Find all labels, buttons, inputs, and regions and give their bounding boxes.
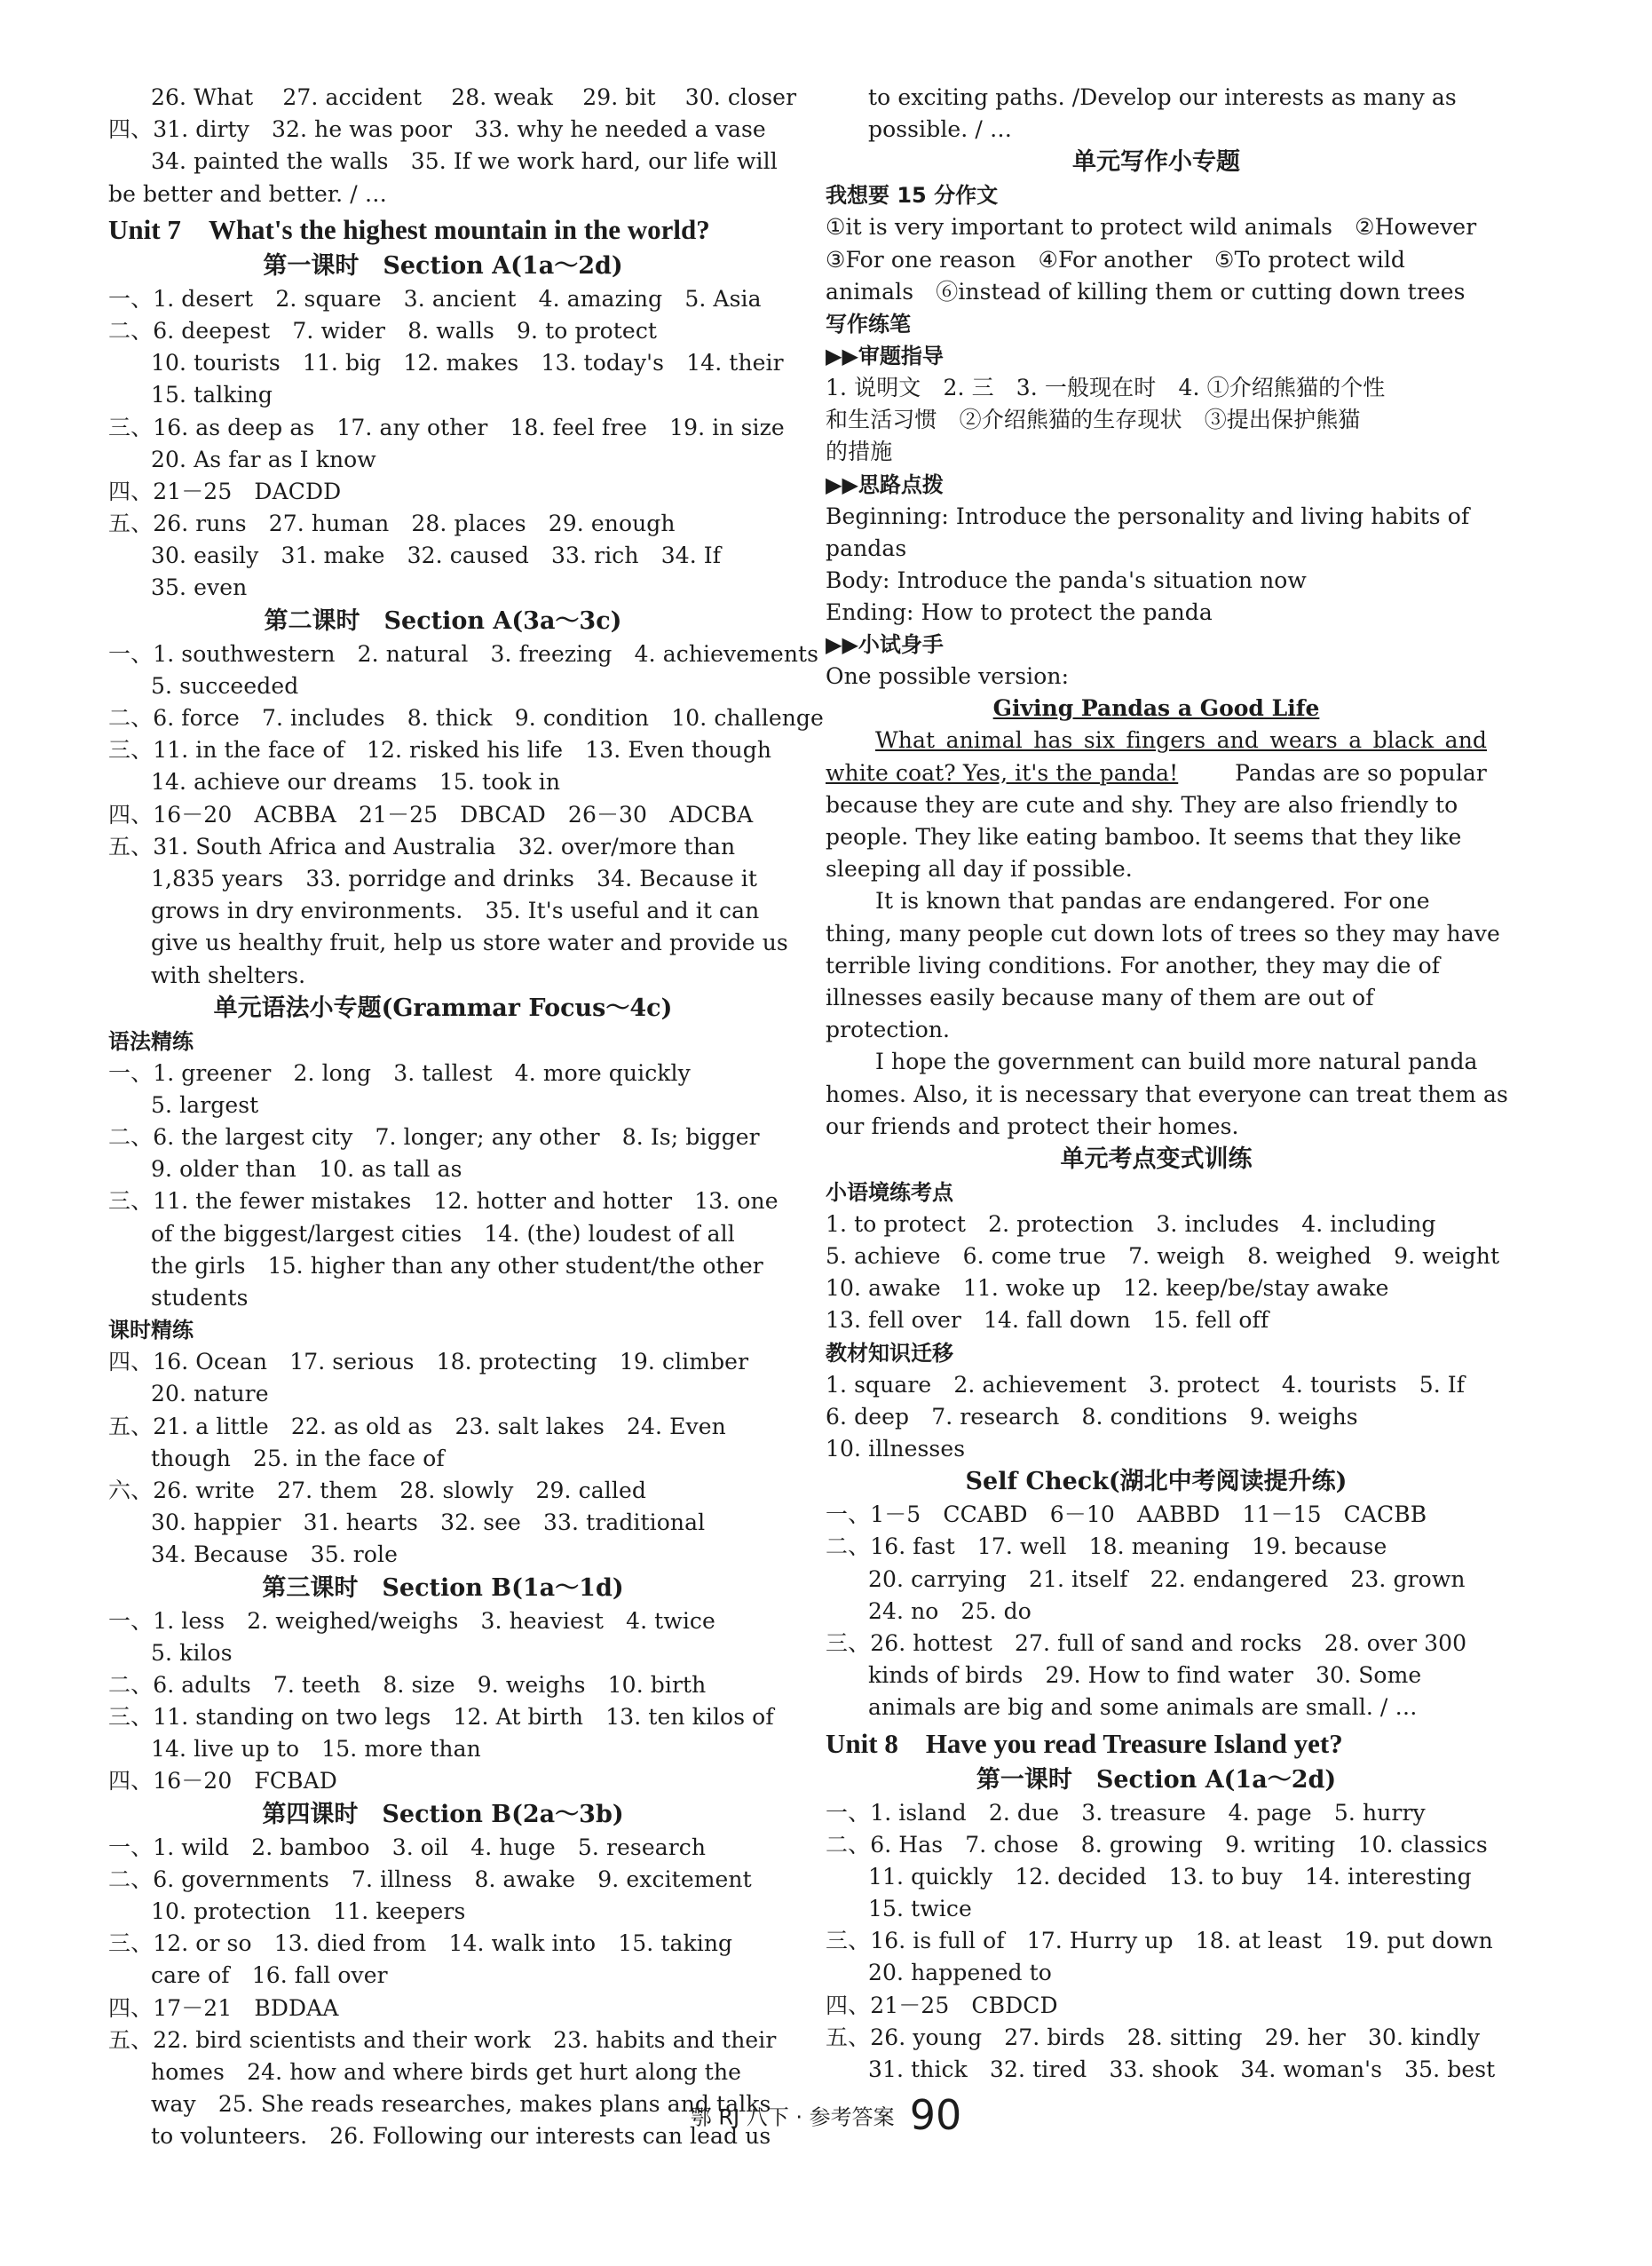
answer-line: 20. nature: [151, 1381, 269, 1407]
answer-line: 二、6. governments 7. illness 8. awake 9. excitement: [108, 1866, 752, 1892]
answer-line: 三、11. the fewer mistakes 12. hotter and hotter 13. one: [108, 1188, 779, 1215]
essay-line: It is known that pandas are endangered. For one: [875, 888, 1430, 915]
answer-line: students: [151, 1285, 249, 1311]
subsection-heading: 我想要 15 分作文: [826, 183, 999, 209]
page-footer: [0, 2091, 1652, 2153]
answer-line: of the biggest/largest cities 14. (the) loudest of all: [151, 1220, 735, 1247]
answer-line: 三、12. or so 13. died from 14. walk into 15. taking: [108, 1930, 733, 1957]
answer-line: 1. square 2. achievement 3. protect 4. tourists 5. If: [826, 1371, 1466, 1398]
answer-line: homes. Also, it is necessary that everyone can treat them as: [826, 1081, 1508, 1107]
answer-line: protection.: [826, 1017, 951, 1043]
answer-line: 一、1. southwestern 2. natural 3. freezing 4. achievements: [108, 640, 819, 667]
answer-line: grows in dry environments. 35. It's useful and it can: [151, 898, 760, 924]
answer-line: One possible version:: [826, 663, 1070, 690]
answer-line: 15. talking: [151, 382, 273, 408]
answer-line: 5. achieve 6. come true 7. weigh 8. weighed 9. weight: [826, 1243, 1500, 1270]
answer-line: 14. live up to 15. more than: [151, 1736, 481, 1763]
answer-line: 一、1. less 2. weighed/weighs 3. heaviest 4. twice: [108, 1607, 715, 1634]
answer-line: because they are cute and shy. They are also friendly to: [826, 791, 1458, 818]
answer-line: 15. twice: [868, 1896, 972, 1922]
answer-line: animals ⑥instead of killing them or cutting down trees: [826, 278, 1466, 305]
answer-line: 30. happier 31. hearts 32. see 33. traditional: [151, 1509, 706, 1536]
answer-line: 六、26. write 27. them 28. slowly 29. called: [108, 1477, 646, 1503]
answer-line: 31. thick 32. tired 33. shook 34. woman's 35. best: [868, 2056, 1496, 2082]
answer-line: 四、31. dirty 32. he was poor 33. why he needed a vase: [108, 116, 766, 143]
essay-line: What animal has six fingers and wears a black and: [875, 727, 1487, 754]
answer-line: be better and better. / …: [108, 180, 387, 207]
answer-line: 四、21－25 DACDD: [108, 478, 342, 504]
subsection-heading: 教材知识迁移: [826, 1340, 953, 1366]
answer-line: 5. succeeded: [151, 672, 299, 699]
subsection-heading: 小语境练考点: [826, 1179, 953, 1205]
section-heading: 单元写作小专题: [1072, 148, 1240, 177]
answer-line: 10. awake 11. woke up 12. keep/be/stay awake: [826, 1275, 1389, 1302]
subsection-heading: 语法精练: [108, 1028, 194, 1054]
subsection-heading: 写作练笔: [826, 311, 911, 337]
section-heading: 第一课时 Section A(1a～2d): [976, 1765, 1337, 1794]
answer-line: 5. largest: [151, 1091, 259, 1118]
answer-line: possible. / …: [868, 116, 1013, 143]
answer-line: 二、6. force 7. includes 8. thick 9. condition 10. challenge: [108, 705, 824, 731]
answer-line: thing, many people cut down lots of trees so they may have: [826, 920, 1500, 947]
answer-line: 五、21. a little 22. as old as 23. salt lakes 24. Even: [108, 1413, 726, 1439]
answer-line: 二、6. deepest 7. wider 8. walls 9. to protect: [108, 317, 658, 344]
subsection-heading: 课时精练: [108, 1318, 194, 1343]
answer-line: 四、21－25 CBDCD: [826, 1992, 1058, 2018]
answer-line: 一、1. wild 2. bamboo 3. oil 4. huge 5. research: [108, 1834, 707, 1860]
answer-line: sleeping all day if possible.: [826, 856, 1133, 883]
answer-line: 三、11. standing on two legs 12. At birth 13. ten kilos of: [108, 1704, 774, 1731]
answer-line: 26. What 27. accident 28. weak 29. bit 30. closer: [151, 84, 797, 110]
answer-line: care of 16. fall over: [151, 1962, 388, 1989]
right-answer-column: [826, 82, 1508, 2086]
answer-line: animals are big and some animals are small. / …: [868, 1694, 1418, 1721]
answer-line: 一、1. island 2. due 3. treasure 4. page 5. hurry: [826, 1799, 1426, 1826]
answer-line: 10. illnesses: [826, 1436, 966, 1462]
answer-line: 1. to protect 2. protection 3. includes 4. including: [826, 1210, 1436, 1237]
answer-line: pandas: [826, 535, 907, 561]
answer-line: 20. carrying 21. itself 22. endangered 23. grown: [868, 1565, 1466, 1592]
answer-line: 24. no 25. do: [868, 1597, 1032, 1624]
essay-title: Giving Pandas a Good Life: [992, 695, 1320, 722]
answer-line: 四、16－20 ACBBA 21－25 DBCAD 26－30 ADCBA: [108, 801, 754, 828]
subsection-heading: ▶▶小试身手: [826, 632, 944, 658]
answer-line: 一、1－5 CCABD 6－10 AABBD 11－15 CACBB: [826, 1501, 1427, 1528]
answer-line: 1. 说明文 2. 三 3. 一般现在时 4. ①介绍熊猫的个性: [826, 374, 1386, 400]
unit-heading: Unit 7 What's the highest mountain in the world?: [108, 213, 710, 245]
answer-line: 11. quickly 12. decided 13. to buy 14. interesting: [868, 1863, 1472, 1890]
answer-line: 三、16. is full of 17. Hurry up 18. at least 19. put down: [826, 1928, 1493, 1954]
answer-line: 五、26. runs 27. human 28. places 29. enough: [108, 511, 676, 537]
answer-line: kinds of birds 29. How to find water 30. Some: [868, 1662, 1422, 1689]
answer-line: 的措施: [826, 439, 893, 465]
answer-line: 四、16. Ocean 17. serious 18. protecting 19. climber: [108, 1349, 749, 1375]
answer-line: 二、6. Has 7. chose 8. growing 9. writing 10. classics: [826, 1831, 1488, 1858]
answer-line: homes 24. how and where birds get hurt along the: [151, 2058, 742, 2085]
answer-line: 五、31. South Africa and Australia 32. over/more than: [108, 833, 736, 860]
answer-line: terrible living conditions. For another, they may die of: [826, 952, 1441, 979]
answer-line: 三、16. as deep as 17. any other 18. feel free 19. in size: [108, 414, 785, 440]
answer-line: 四、17－21 BDDAA: [108, 1994, 339, 2021]
answer-line: way 25. She reads researches, makes plans and talks: [151, 2091, 771, 2118]
answer-line: 35. even: [151, 574, 248, 601]
subsection-heading: ▶▶审题指导: [826, 343, 944, 368]
answer-line: Ending: How to protect the panda: [826, 599, 1213, 626]
answer-line: Body: Introduce the panda's situation now: [826, 566, 1307, 593]
answer-line: 34. painted the walls 35. If we work hard, our life will: [151, 148, 778, 175]
answer-line: 6. deep 7. research 8. conditions 9. weighs: [826, 1403, 1358, 1430]
footer-label: 鄂 RJ 八下 · 参考答案: [690, 2104, 895, 2130]
section-heading: 第三课时 Section B(1a～1d): [262, 1573, 624, 1602]
answer-line: 一、1. desert 2. square 3. ancient 4. amazing 5. Asia: [108, 285, 762, 312]
section-heading: 第一课时 Section A(1a～2d): [263, 251, 623, 280]
answer-line: [826, 757, 1487, 789]
answer-line: our friends and protect their homes.: [826, 1113, 1239, 1139]
answer-line: 10. tourists 11. big 12. makes 13. today's 14. their: [151, 350, 784, 376]
answer-line: 二、16. fast 17. well 18. meaning 19. because: [826, 1533, 1387, 1560]
answer-line: 9. older than 10. as tall as: [151, 1156, 462, 1183]
section-heading: 第二课时 Section A(3a～3c): [264, 606, 622, 635]
answer-line: the girls 15. higher than any other student/the other: [151, 1252, 763, 1279]
answer-line: 14. achieve our dreams 15. took in: [151, 769, 561, 796]
answer-line: give us healthy fruit, help us store water and provide us: [151, 930, 788, 956]
answer-line: 5. kilos: [151, 1639, 233, 1666]
essay-line: I hope the government can build more natural panda: [875, 1049, 1478, 1075]
answer-line: people. They like eating bamboo. It seems that they like: [826, 824, 1462, 850]
answer-line: 1,835 years 33. porridge and drinks 34. Because it: [151, 865, 758, 891]
answer-line: ③For one reason ④For another ⑤To protect wild: [826, 246, 1406, 273]
answer-line: to exciting paths. /Develop our interests as many as: [868, 84, 1457, 110]
answer-line: ①it is very important to protect wild animals ②However: [826, 214, 1477, 241]
answer-line: 三、11. in the face of 12. risked his life 13. Even though: [108, 737, 772, 764]
answer-line: 20. happened to: [868, 1960, 1052, 1986]
section-heading: 第四课时 Section B(2a～3b): [262, 1800, 624, 1828]
answer-line: 10. protection 11. keepers: [151, 1898, 466, 1924]
answer-line: 二、6. adults 7. teeth 8. size 9. weighs 10. birth: [108, 1671, 707, 1698]
subsection-heading: ▶▶思路点拨: [826, 471, 944, 497]
section-heading: 单元语法小专题(Grammar Focus～4c): [213, 994, 673, 1022]
unit-heading: Unit 8 Have you read Treasure Island yet?: [826, 1727, 1343, 1759]
essay-underlined-text: white coat? Yes, it's the panda!: [826, 759, 1179, 786]
answer-line: Beginning: Introduce the personality and living habits of: [826, 503, 1470, 529]
essay-line-tail: Pandas are so popular: [1235, 759, 1487, 786]
answer-line: 13. fell over 14. fall down 15. fell off: [826, 1307, 1269, 1334]
section-heading: 单元考点变式训练: [1060, 1145, 1253, 1173]
answer-line: 四、16－20 FCBAD: [108, 1768, 337, 1795]
answer-line: though 25. in the face of: [151, 1445, 445, 1471]
section-heading: Self Check(湖北中考阅读提升练): [965, 1468, 1348, 1496]
answer-line: 30. easily 31. make 32. caused 33. rich 34. If: [151, 543, 722, 569]
answer-line: to volunteers. 26. Following our interests can lead us: [151, 2123, 771, 2150]
answer-line: 五、26. young 27. birds 28. sitting 29. her 30. kindly: [826, 2024, 1481, 2050]
answer-line: 二、6. the largest city 7. longer; any other 8. Is; bigger: [108, 1124, 760, 1151]
page-number: 90: [909, 2091, 962, 2139]
answer-line: with shelters.: [151, 962, 306, 988]
answer-line: 五、22. bird scientists and their work 23. habits and their: [108, 2026, 777, 2053]
answer-line: 20. As far as I know: [151, 446, 376, 472]
answer-line: illnesses easily because many of them are out of: [826, 984, 1374, 1010]
answer-line: 一、1. greener 2. long 3. tallest 4. more quickly: [108, 1059, 691, 1086]
answer-line: 和生活习惯 ②介绍熊猫的生存现状 ③提出保护熊猫: [826, 407, 1361, 433]
answer-line: 三、26. hottest 27. full of sand and rocks 28. over 300: [826, 1629, 1467, 1656]
answer-line: 34. Because 35. role: [151, 1541, 399, 1568]
